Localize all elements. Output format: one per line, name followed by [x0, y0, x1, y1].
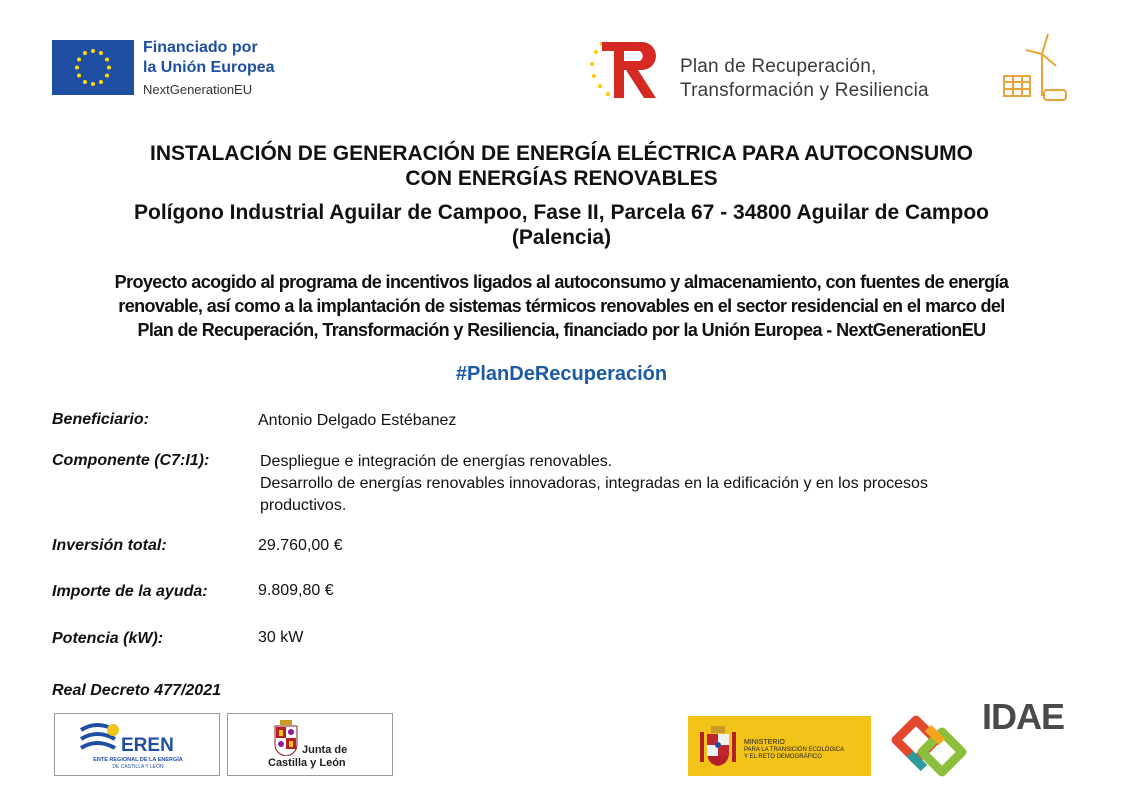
componente-line2: Desarrollo de energías renovables innovadoras, integradas en la edificación y en los procesos	[260, 475, 928, 492]
project-address-line1: Polígono Industrial Aguilar de Campoo, Fase II, Parcela 67 - 34800 Aguilar de Campoo	[134, 201, 989, 224]
project-title-line2: CON ENERGÍAS RENOVABLES	[405, 167, 718, 190]
potencia-value: 30 kW	[258, 629, 304, 646]
description-line3: Plan de Recuperación, Transformación y Resiliencia, financiado por la Unión Europea - NextGenerationEU	[137, 320, 986, 340]
eren-name: EREN	[121, 735, 174, 756]
eu-funded-line1: Financiado por	[143, 39, 258, 56]
ayuda-value: 9.809,80 €	[258, 582, 334, 599]
eren-subtitle1: ENTE REGIONAL DE LA ENERGÍA	[93, 757, 183, 763]
project-title-line1: INSTALACIÓN DE GENERACIÓN DE ENERGÍA ELÉCTRICA PARA AUTOCONSUMO	[150, 142, 973, 165]
royal-decree: Real Decreto 477/2021	[52, 682, 221, 699]
idae-wordmark: IDAE	[982, 696, 1065, 737]
componente-line1: Despliegue e integración de energías renovables.	[260, 453, 613, 470]
beneficiario-value: Antonio Delgado Estébanez	[258, 412, 457, 429]
ministerio-line1: MINISTERIO	[744, 739, 785, 746]
hashtag: #PlanDeRecuperación	[455, 363, 668, 385]
inversion-label: Inversión total:	[52, 537, 167, 554]
ministerio-line2: PARA LA TRANSICIÓN ECOLÓGICA	[744, 747, 845, 753]
idae-logo-mark	[884, 714, 976, 778]
eu-flag-logo	[52, 40, 134, 95]
jcyl-line1: Junta de	[302, 744, 348, 756]
eren-subtitle2: DE CASTILLA Y LEÓN	[112, 764, 164, 770]
eu-funded-line2: la Unión Europea	[143, 59, 275, 76]
description-line2: renovable, así como a la implantación de sistemas térmicos renovables en el sector residencial en el marco del	[118, 296, 1005, 316]
eren-logo	[54, 713, 220, 776]
program-description	[50, 270, 1073, 342]
potencia-label: Potencia (kW):	[52, 630, 164, 647]
junta-castilla-leon-logo	[227, 713, 393, 776]
coat-of-arms-icon	[274, 720, 298, 756]
componente-value	[260, 451, 1060, 517]
ayuda-label: Importe de la ayuda:	[52, 583, 208, 600]
eu-funded-line3: NextGenerationEU	[143, 82, 253, 97]
renewable-energy-icon	[998, 30, 1073, 105]
description-line1: Proyecto acogido al programa de incentivos ligados al autoconsumo y almacenamiento, con fuentes de energía	[114, 272, 1009, 292]
componente-line3: productivos.	[260, 497, 347, 514]
prtr-title-line2: Transformación y Resiliencia	[680, 80, 929, 101]
jcyl-line2: Castilla y León	[268, 757, 346, 769]
eren-waves-icon	[79, 722, 119, 756]
inversion-value: 29.760,00 €	[258, 537, 343, 554]
componente-label: Componente (C7:I1):	[52, 452, 210, 469]
prtr-title-line1: Plan de Recuperación,	[680, 56, 877, 77]
ministerio-line3: Y EL RETO DEMOGRÁFICO	[744, 754, 822, 760]
prtr-logo	[588, 38, 663, 100]
beneficiario-label: Beneficiario:	[52, 411, 149, 428]
project-address-line2: (Palencia)	[511, 226, 612, 249]
ministerio-logo	[688, 716, 871, 776]
spain-coat-of-arms-icon	[698, 724, 738, 768]
